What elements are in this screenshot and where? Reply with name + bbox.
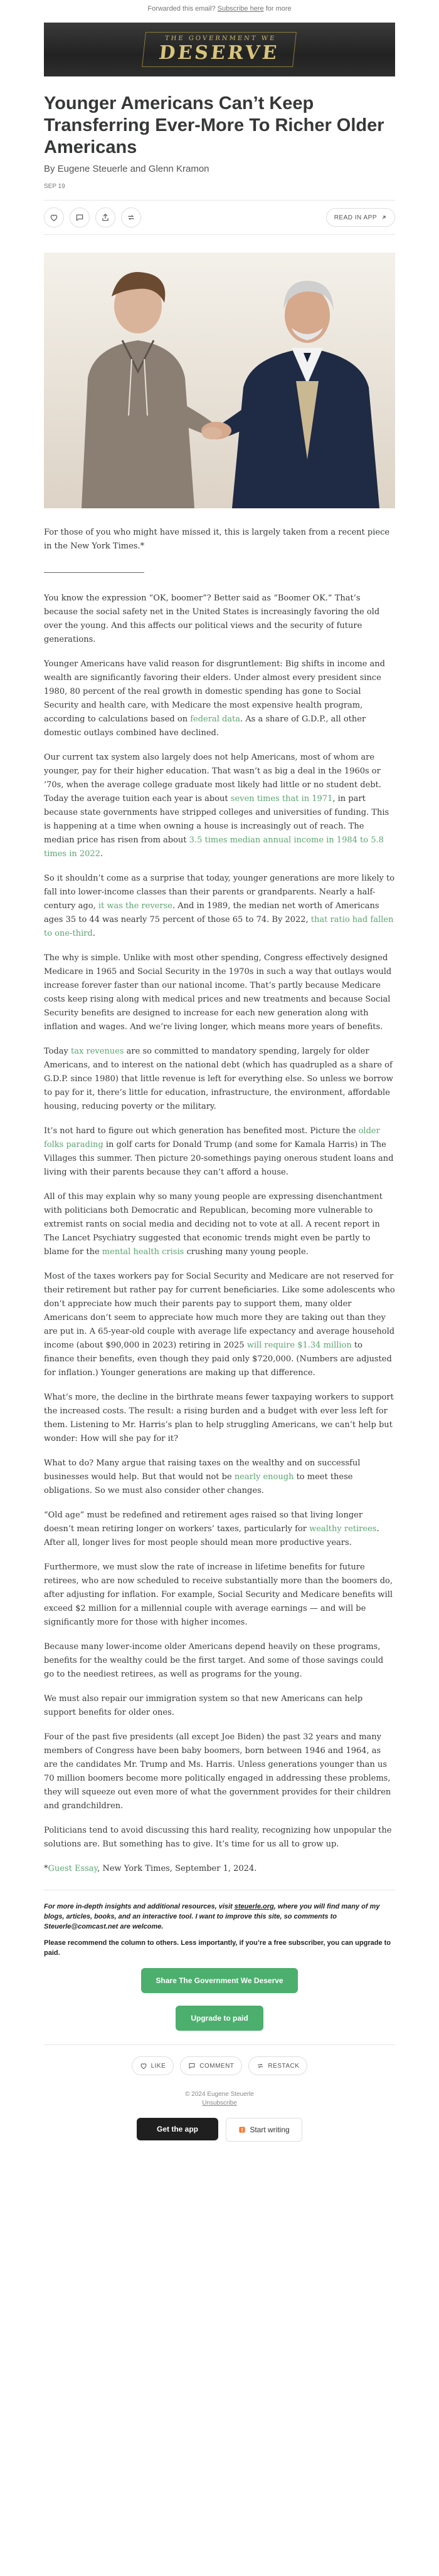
upgrade-to-paid-button[interactable]: Upgrade to paid [176,2006,263,2031]
writing-icon [238,2126,246,2134]
handshake [201,422,231,439]
federal-data-link[interactable]: federal data [190,715,241,724]
p4-text-a: So it shouldn’t come as a surprise that today, younger generations are more likely to fall into lower-income classes than their parents or grandparents. Nearly a half-century ago, [44,874,395,911]
footer-restack-button[interactable] [248,2056,307,2075]
forwarded-text: Forwarded this email? [147,5,216,13]
article-title[interactable]: Younger Americans Can’t Keep Transferring Ever-More To Richer Older Americans [44,93,384,157]
share-button[interactable] [95,207,115,228]
paragraph-7 [44,1124,395,1180]
external-link-icon [381,214,387,221]
paragraph-3 [44,751,395,861]
restack-button[interactable] [121,207,141,228]
ratio-link[interactable]: that ratio had fallen to one-third [44,915,394,938]
footer-comment-button[interactable] [180,2056,242,2075]
p3-text-a: Our current tax system also largely does not help Americans, most of whom are younger, pay for their higher education. That wasn’t as big a deal in the 1960s or ’70s, when the average college graduate most likely had little or no student debt. Today the average tuition each year is about [44,753,381,804]
copyright-text: © 2024 Eugene Steuerle [185,2091,254,2098]
paragraph-2 [44,657,395,740]
like-button[interactable] [44,207,64,228]
heart-icon [140,2062,147,2070]
wealthy-retirees-link[interactable]: wealthy retirees [309,1524,377,1534]
subscribe-link[interactable]: Subscribe here [217,5,264,13]
handshake-illustration [44,253,395,508]
unsubscribe-link[interactable]: Unsubscribe [202,2100,237,2107]
cta-text-a: For more in-depth insights and additional resources, visit [44,1903,235,1910]
paragraph-5: The why is simple. Unlike with most other spending, Congress effectively designed Medicare in 1965 and Social Security in the 1970s in such a way that outlays would increase forever faster than our national income. That’s partly because Medicare costs keep rising along with medical prices and new treatments and because Social Security benefits are designed to increase for each new generation along with inflation and wages. And we’re living longer, which means more years of benefits. [44,953,392,1032]
article-body [44,526,395,1876]
banner-big-text: DESERVE [157,42,280,64]
p9-text-b: to finance their benefits, even though they paid only $720,000. (Numbers are adjusted for inflation.) Younger generations are making up that difference. [44,1341,392,1378]
tax-revenues-link[interactable]: tax revenues [71,1047,124,1056]
hero-illustration[interactable] [44,253,395,508]
paragraph-8 [44,1190,395,1259]
paragraph-1: You know the expression “OK, boomer”? Better said as “Boomer OK.” That’s because the social safety net in the United States is increasingly favoring the old over the young. And this affects our political views and the security of future generations. [44,594,380,644]
cta-paragraph-1 [44,1902,395,1932]
like-label: LIKE [151,2062,166,2070]
action-bar [44,200,395,235]
publication-banner[interactable] [44,23,395,76]
for-more-text: for more [265,5,292,13]
read-in-app-label: READ IN APP [334,214,377,221]
housing-price-link[interactable]: 3.5 times median annual income in 1984 to 5.8 times in 2022 [44,835,384,859]
forwarded-note [44,0,395,18]
p12-text-b: . After all, longer lives for most people should mean more productive years. [44,1524,379,1547]
section-divider [44,572,144,573]
restack-icon [127,213,135,222]
p11-text-a: What to do? Many argue that raising taxes on the wealthy and on successful businesses would help. But that would not be [44,1458,361,1482]
paragraph-6 [44,1045,395,1114]
p3-text-c: . [100,849,103,859]
paragraph-17: Politicians tend to avoid discussing this hard reality, recognizing how unpopular the solutions are. But something has to give. It’s time for us all to grow up. [44,1826,392,1849]
banner-emblem [142,32,297,67]
comment-button[interactable] [70,207,90,228]
p2-text-a: Younger Americans have valid reason for disgruntlement: Big shifts in income and wealth are significantly favoring their elders. Under almost every president since 1980, 80 percent of the real growth in domestic spending has gone to Social Security and health care, with Medicare the most expensive health program, according to calculations based on [44,659,385,724]
guest-essay-link[interactable]: Guest Essay [48,1864,98,1873]
cta-paragraph-2: Please recommend the column to others. Less importantly, if you’re a free subscriber, you can upgrade to paid. [44,1939,391,1957]
paragraph-14: Because many lower-income older Americans depend heavily on these programs, benefits for the wealthy could be the first target. And some of those savings could go to the neediest retirees, as well as programs for the young. [44,1642,384,1679]
reaction-bar [44,2056,395,2075]
p4-text-b: . And in 1989, the median net worth of Americans ages 35 to 44 was nearly 75 percent of those 65 to 74. By 2022, [44,901,379,924]
article-date: SEP 19 [44,183,65,190]
restack-icon [257,2062,264,2070]
footer-buttons [44,2118,395,2142]
banner-small-text: THE GOVERNMENT WE [164,35,277,42]
mental-health-link[interactable]: mental health crisis [102,1247,184,1257]
paragraph-4 [44,872,395,941]
p6-text-b: are so committed to mandatory spending, largely for older Americans, and to interest on the national debt (which has quadrupled as a share of G.D.P. since 1980) that little revenue is left for everything else. So unless we borrow to pay for it, there’s little for education, infrastructure, the environment, affordable housing, reducing poverty or the military. [44,1047,393,1111]
read-in-app-button[interactable] [326,208,395,227]
intro-paragraph [44,526,395,553]
cta-text-b: , where you will find many of my blogs, articles, books, and an interactive tool. I want to improve this site, so comments to Steuerle@comcast.net are welcome. [44,1903,380,1930]
tuition-link[interactable]: seven times that in 1971 [230,794,333,804]
paragraph-13: Furthermore, we must slow the rate of increase in lifetime benefits for future retirees, who are now scheduled to receive substantially more than the boomers do, after adjusting for inflation. For example, Social Security and Medicare benefits will exceed $2 million for a millennial couple with average earnings — and will be significantly more for those with higher incomes. [44,1563,393,1627]
footer-like-button[interactable] [132,2056,174,2075]
p2-text-b: . As a share of G.D.P., all other domestic outlays combined have declined. [44,715,366,738]
cta-block [44,1902,395,1958]
heart-icon [50,213,58,222]
paragraph-10: What’s more, the decline in the birthrate means fewer taxpaying workers to support the increased costs. The result: a rising burden and a budget with ever less left for them. Listening to Mr. Harris’s plan to help struggling Americans, we can’t help but wonder: How will she pay for it? [44,1393,394,1443]
comment-icon [188,2062,196,2070]
steuerle-site-link[interactable]: steuerle.org [234,1903,274,1910]
nearly-enough-link[interactable]: nearly enough [234,1472,294,1482]
reverse-link[interactable]: it was the reverse [98,901,172,911]
older-folks-link[interactable]: older folks parading [44,1126,380,1149]
start-writing-button[interactable] [226,2118,302,2142]
p3-text-b: , in part because state governments have stripped colleges and universities of funding. This is happening at a time when owning a house is increasingly out of reach. The median price has risen from about [44,794,389,845]
p9-text-a: Most of the taxes workers pay for Social Security and Medicare are not reserved for their retirement but rather pay for current beneficiaries. Like some adolescents who don’t appreciate how much their parents pay to support them, many older Americans don’t seem to appreciate how much more they are taking out than they are put in. A 65-year-old couple with average life expectancy and average household income (about $90,000 in 2023) retiring in 2025 [44,1272,395,1350]
p8-text-b: crushing many young people. [184,1247,309,1257]
share-icon [101,213,110,222]
share-publication-button[interactable]: Share The Government We Deserve [141,1968,298,1993]
get-app-button[interactable]: Get the app [137,2118,218,2140]
restack-label: RESTACK [268,2062,300,2070]
p7-text-b: in golf carts for Donald Trump (and some for Kamala Harris) in The Villages this summer. Then picture 20-somethings paying onerous student loans and living with their parents because they can’t afford a house. [44,1140,394,1177]
comment-icon [75,213,84,222]
footnote-text: , New York Times, September 1, 2024. [97,1864,257,1873]
p12-text-a: “Old age” must be redefined and retirement ages raised so that living longer doesn’t mean retiring longer on workers’ taxes, particularly for [44,1511,363,1534]
action-buttons [44,207,141,228]
start-writing-label: Start writing [250,2125,290,2134]
p4-text-c: . [92,929,95,938]
email-container [44,0,395,2142]
million-link[interactable]: will require $1.34 million [246,1341,352,1350]
paragraph-9 [44,1270,395,1380]
p6-text-a: Today [44,1047,71,1056]
p8-text-a: All of this may explain why so many young people are expressing disenchantment with politicians both Democratic and Republican, becoming more vulnerable to extremist rants on social media and deciding not to vote at all. A recent report in The Lancet Psychiatry suggested that economic trends might even be partly to blame for the [44,1192,383,1257]
p11-text-b: to meet these obligations. So we must also consider other changes. [44,1472,353,1495]
paragraph-15: We must also repair our immigration system so that new Americans can help support benefits for older ones. [44,1694,363,1717]
footer-copyright-block [44,2090,395,2108]
paragraph-16: Four of the past five presidents (all except Joe Biden) the past 32 years and many members of Congress have been baby boomers, born between 1946 and 1964, as are the candidates Mr. Trump and Ms. Harris. Unless generations younger than us 70 million boomers become more politically engaged in addressing these problems, they will squeeze out even more of what the government provides for their children and grandchildren. [44,1732,391,1811]
paragraph-12 [44,1509,395,1550]
comment-label: COMMENT [199,2062,235,2070]
p7-text-a: It’s not hard to figure out which generation has benefited most. Picture the [44,1126,359,1136]
footnote: *Guest Essay, New York Times, September 1, 2024. [44,1864,257,1873]
intro-text: For those of you who might have missed it, this is largely taken from a recent piece in the New York Times.* [44,528,390,551]
paragraph-11 [44,1457,395,1498]
article-byline: By Eugene Steuerle and Glenn Kramon [44,164,209,174]
